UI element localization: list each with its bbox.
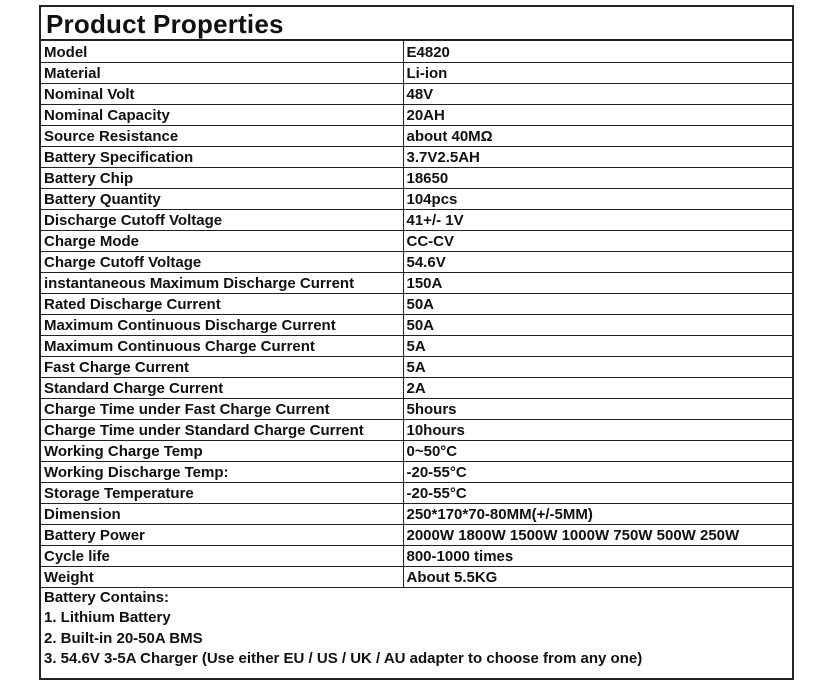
property-row bbox=[41, 125, 792, 146]
property-row bbox=[41, 524, 792, 545]
property-value: Li-ion bbox=[403, 62, 792, 83]
property-name: Rated Discharge Current bbox=[41, 293, 403, 314]
property-name: Weight bbox=[41, 566, 403, 587]
property-row bbox=[41, 41, 792, 62]
property-row bbox=[41, 314, 792, 335]
properties-table-body bbox=[41, 41, 792, 587]
property-value: 18650 bbox=[403, 167, 792, 188]
property-value: 20AH bbox=[403, 104, 792, 125]
property-row bbox=[41, 146, 792, 167]
property-value: 5hours bbox=[403, 398, 792, 419]
property-value: 5A bbox=[403, 335, 792, 356]
property-value: -20-55°C bbox=[403, 482, 792, 503]
property-name: Storage Temperature bbox=[41, 482, 403, 503]
battery-contains-section bbox=[41, 588, 792, 670]
property-name: Source Resistance bbox=[41, 125, 403, 146]
product-properties-sheet bbox=[39, 5, 794, 680]
property-value: 50A bbox=[403, 314, 792, 335]
property-row bbox=[41, 461, 792, 482]
property-value: -20-55°C bbox=[403, 461, 792, 482]
property-name: Battery Specification bbox=[41, 146, 403, 167]
property-row bbox=[41, 440, 792, 461]
property-row bbox=[41, 167, 792, 188]
property-value: 2000W 1800W 1500W 1000W 750W 500W 250W bbox=[403, 524, 792, 545]
property-value: 3.7V2.5AH bbox=[403, 146, 792, 167]
property-name: Nominal Volt bbox=[41, 83, 403, 104]
property-row bbox=[41, 419, 792, 440]
page-title: Product Properties bbox=[41, 7, 792, 41]
property-name: Discharge Cutoff Voltage bbox=[41, 209, 403, 230]
property-value: 0~50°C bbox=[403, 440, 792, 461]
property-name: Charge Mode bbox=[41, 230, 403, 251]
property-name: Dimension bbox=[41, 503, 403, 524]
property-row bbox=[41, 62, 792, 83]
property-row bbox=[41, 377, 792, 398]
property-name: Model bbox=[41, 41, 403, 62]
property-name: Material bbox=[41, 62, 403, 83]
property-name: Working Discharge Temp: bbox=[41, 461, 403, 482]
property-value: 54.6V bbox=[403, 251, 792, 272]
property-name: Charge Time under Fast Charge Current bbox=[41, 398, 403, 419]
property-value: 150A bbox=[403, 272, 792, 293]
property-name: Charge Time under Standard Charge Current bbox=[41, 419, 403, 440]
property-value: 250*170*70-80MM(+/-5MM) bbox=[403, 503, 792, 524]
property-name: instantaneous Maximum Discharge Current bbox=[41, 272, 403, 293]
property-value: About 5.5KG bbox=[403, 566, 792, 587]
property-value: 50A bbox=[403, 293, 792, 314]
property-name: Battery Chip bbox=[41, 167, 403, 188]
property-name: Charge Cutoff Voltage bbox=[41, 251, 403, 272]
property-name: Battery Power bbox=[41, 524, 403, 545]
battery-contains-item: 2. Built-in 20-50A BMS bbox=[44, 629, 203, 647]
property-row bbox=[41, 293, 792, 314]
battery-contains-list bbox=[44, 608, 792, 670]
property-row bbox=[41, 545, 792, 566]
property-row bbox=[41, 104, 792, 125]
property-value: 41+/- 1V bbox=[403, 209, 792, 230]
battery-contains-item: 3. 54.6V 3-5A Charger (Use either EU / US / UK / AU adapter to choose from any one) bbox=[44, 650, 643, 667]
property-row bbox=[41, 83, 792, 104]
property-row bbox=[41, 209, 792, 230]
property-value: 104pcs bbox=[403, 188, 792, 209]
property-value: CC-CV bbox=[403, 230, 792, 251]
property-row bbox=[41, 251, 792, 272]
property-name: Standard Charge Current bbox=[41, 377, 403, 398]
property-row bbox=[41, 356, 792, 377]
battery-contains-heading: Battery Contains: bbox=[44, 588, 170, 606]
property-value: 5A bbox=[403, 356, 792, 377]
property-name: Working Charge Temp bbox=[41, 440, 403, 461]
property-name: Maximum Continuous Discharge Current bbox=[41, 314, 403, 335]
property-row bbox=[41, 230, 792, 251]
property-name: Battery Quantity bbox=[41, 188, 403, 209]
property-row bbox=[41, 566, 792, 587]
property-row bbox=[41, 272, 792, 293]
property-name: Cycle life bbox=[41, 545, 403, 566]
property-value: 2A bbox=[403, 377, 792, 398]
property-name: Nominal Capacity bbox=[41, 104, 403, 125]
property-row bbox=[41, 188, 792, 209]
property-name: Maximum Continuous Charge Current bbox=[41, 335, 403, 356]
property-row bbox=[41, 503, 792, 524]
property-row bbox=[41, 398, 792, 419]
battery-contains-item: 1. Lithium Battery bbox=[44, 609, 171, 626]
property-row bbox=[41, 335, 792, 356]
property-row bbox=[41, 482, 792, 503]
property-name: Fast Charge Current bbox=[41, 356, 403, 377]
property-value: about 40MΩ bbox=[403, 125, 792, 146]
property-value: E4820 bbox=[403, 41, 792, 62]
property-value: 48V bbox=[403, 83, 792, 104]
properties-table bbox=[41, 41, 792, 588]
property-value: 800-1000 times bbox=[403, 545, 792, 566]
property-value: 10hours bbox=[403, 419, 792, 440]
